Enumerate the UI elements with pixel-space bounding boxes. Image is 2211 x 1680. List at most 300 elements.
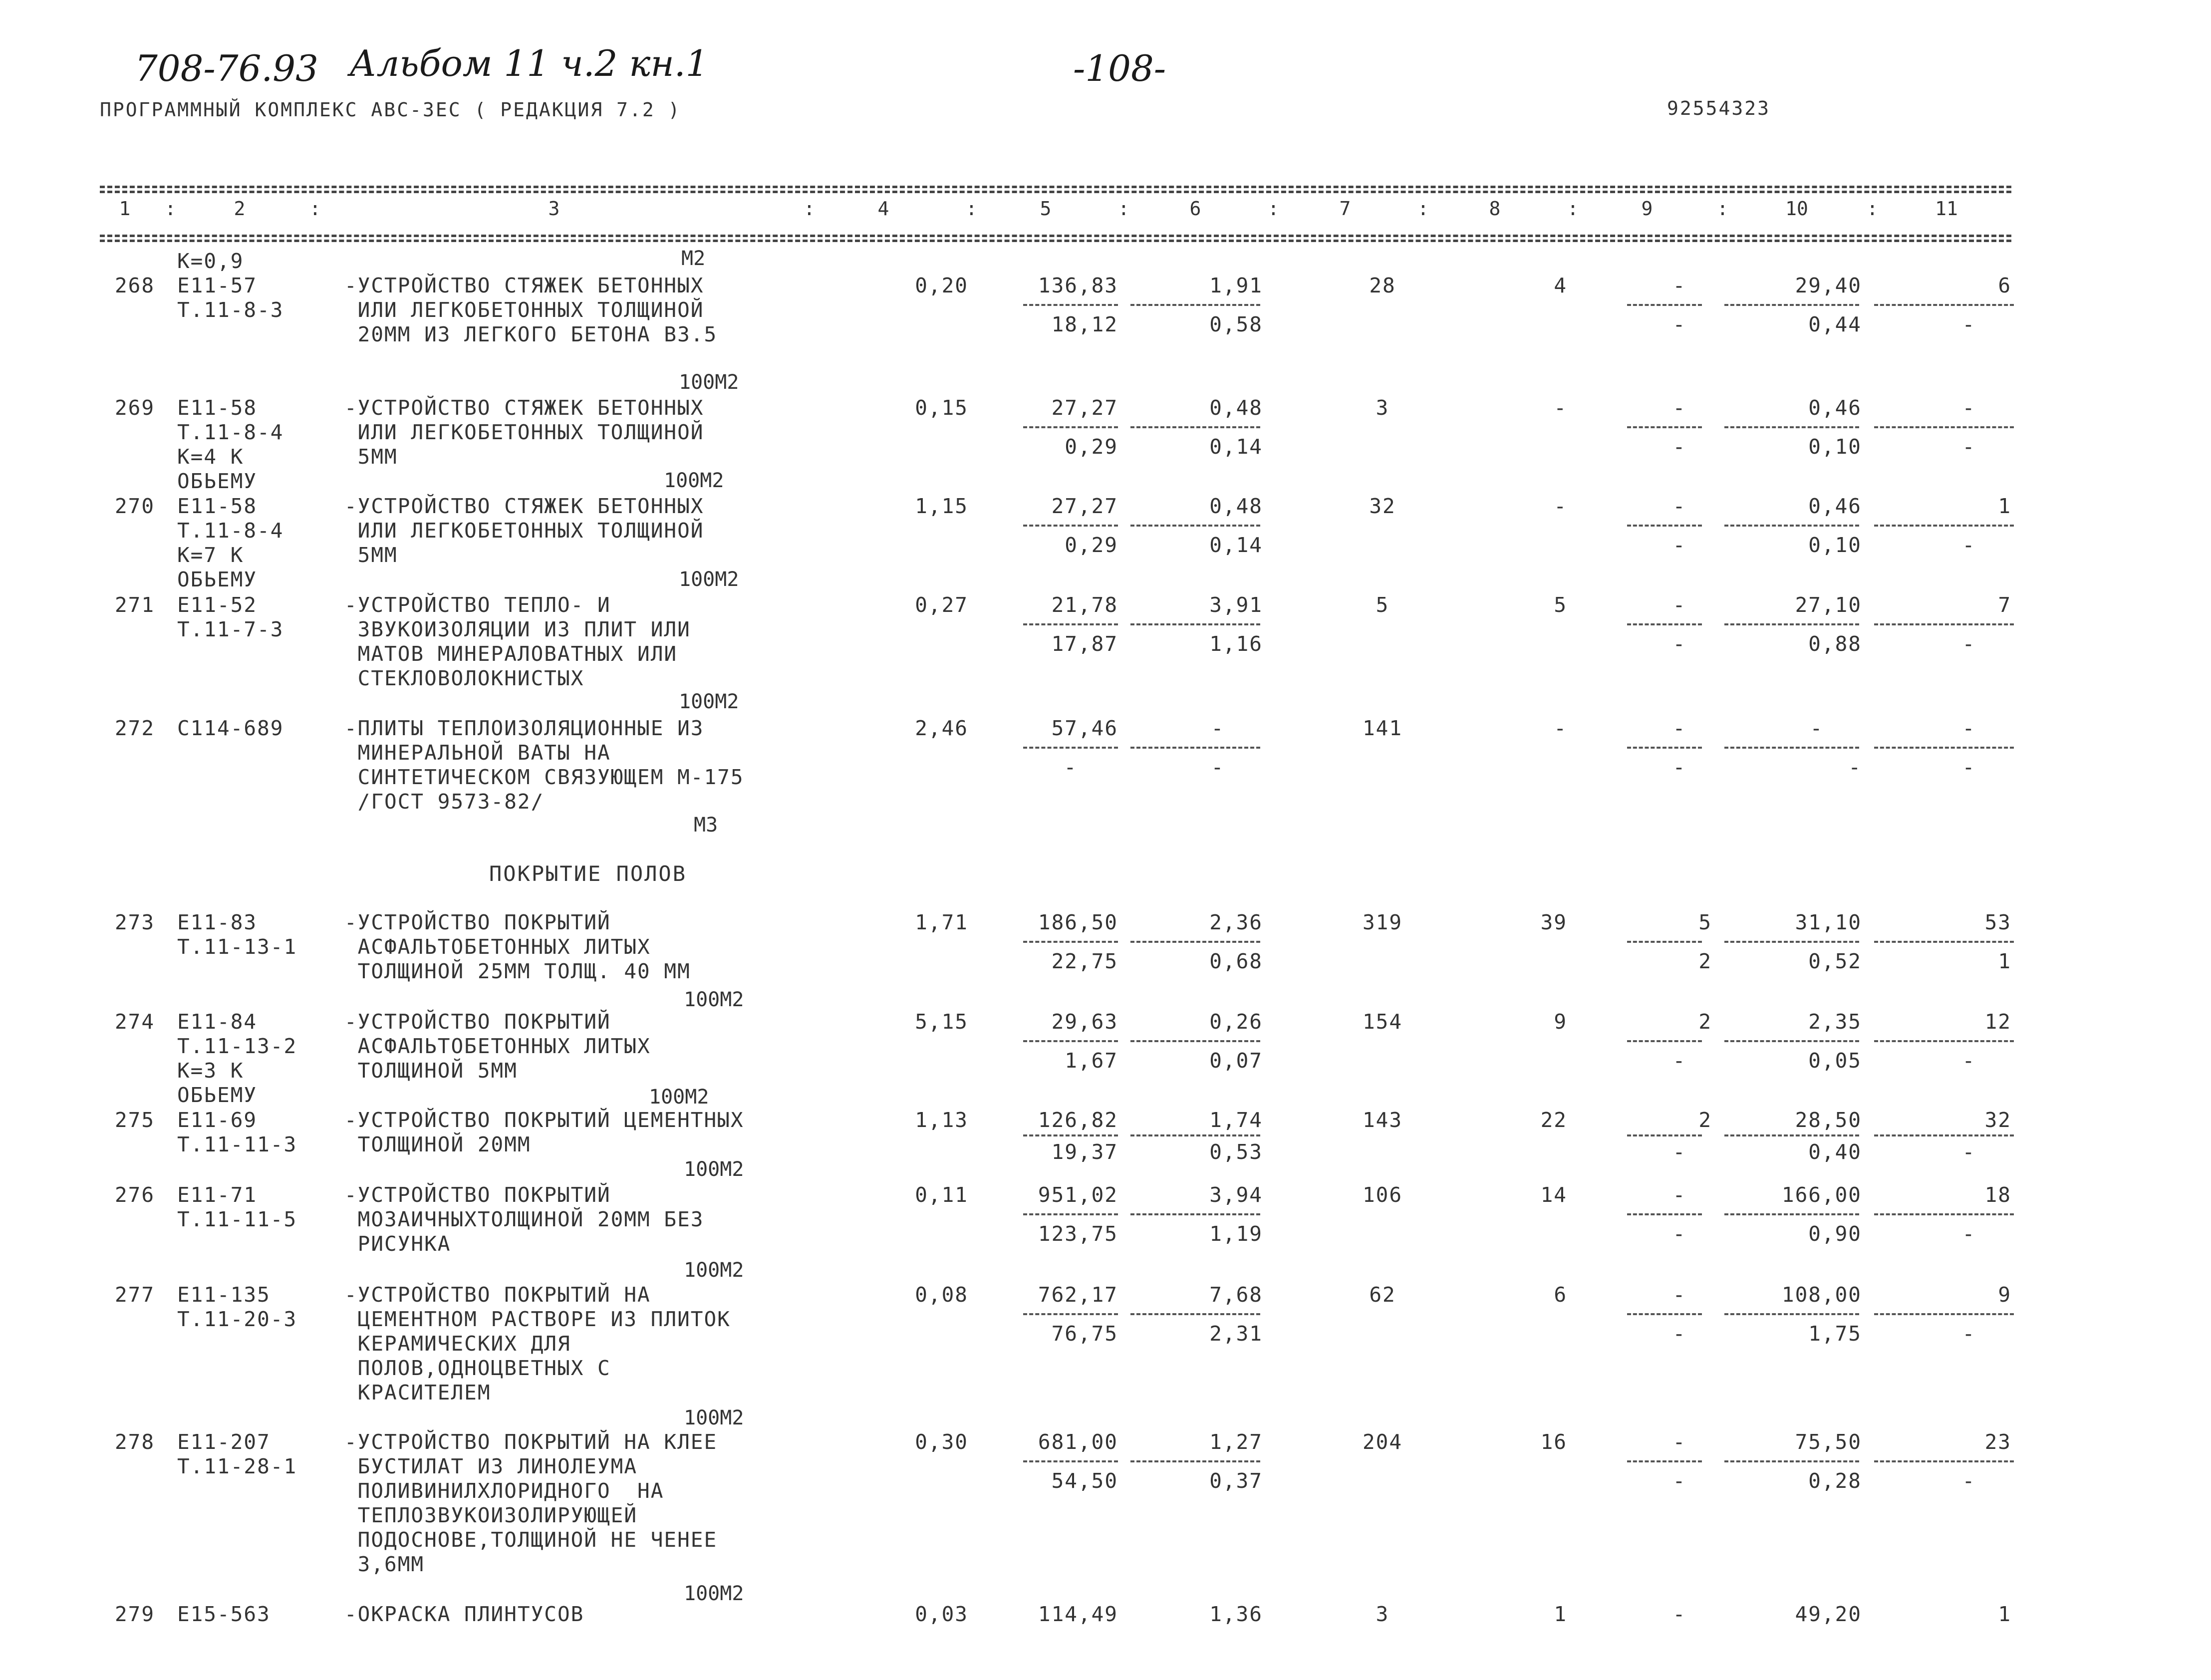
unit-cost-wage-cell: 17,87 [1051, 632, 1118, 656]
quantity-cell: 2,46 [915, 716, 968, 740]
work-code: ОБЬЕМУ [177, 1083, 258, 1107]
wage-total-cell: 4 [1554, 274, 1567, 297]
total-cost-cell: 204 [1362, 1430, 1403, 1454]
wage-total-cell: 5 [1554, 593, 1567, 617]
work-code: Е11-52 [177, 593, 258, 617]
labor-machine-total-cell: - [1962, 312, 1976, 336]
unit-label: 100М2 [679, 568, 739, 591]
cell-divider [1627, 623, 1702, 625]
machine-total-cell: - [1672, 1430, 1686, 1454]
work-code: Т.11-28-1 [177, 1454, 297, 1478]
quantity-cell: 0,30 [915, 1430, 968, 1454]
unit-label: 100М2 [664, 469, 724, 492]
unit-cost-wage-cell: 18,12 [1051, 312, 1118, 336]
work-description: 5ММ [344, 445, 398, 469]
work-code: К=0,9 [177, 249, 244, 273]
labor-machine-total-cell: - [1962, 632, 1976, 656]
quantity-cell: 1,15 [915, 494, 968, 518]
unit-cost-wage-cell: 123,75 [1038, 1222, 1118, 1246]
cell-divider [1724, 1134, 1859, 1136]
cell-divider [1874, 1460, 2014, 1462]
wage-total-cell: 16 [1540, 1430, 1567, 1454]
work-description: РИСУНКА [344, 1232, 451, 1256]
work-description: -УСТРОЙСТВО ПОКРЫТИЙ НА [344, 1283, 651, 1307]
machine-wage-total-cell: - [1672, 1322, 1686, 1346]
total-cost-cell: 319 [1362, 910, 1403, 934]
cell-divider [1627, 1213, 1702, 1215]
labor-cell: 31,10 [1795, 910, 1862, 934]
quantity-cell: 0,15 [915, 396, 968, 420]
quantity-cell: 0,08 [915, 1283, 968, 1307]
cell-divider [1724, 304, 1859, 306]
total-cost-cell: 28 [1369, 274, 1396, 297]
work-code: Е11-69 [177, 1108, 258, 1132]
machine-wage-cell: 0,37 [1209, 1469, 1263, 1493]
labor-total-cell: 9 [1998, 1283, 2011, 1307]
unit-cost-wage-cell: 0,29 [1065, 533, 1118, 557]
cell-divider [1724, 1040, 1859, 1042]
section-title: ПОКРЫТИЕ ПОЛОВ [489, 861, 687, 886]
labor-machine-cell: 0,90 [1808, 1222, 1862, 1246]
cell-divider [1724, 1213, 1859, 1215]
machine-total-cell: 2 [1698, 1010, 1712, 1034]
machine-cost-cell: 0,48 [1209, 396, 1263, 420]
cell-divider [1874, 1040, 2014, 1042]
unit-label: 100М2 [679, 690, 739, 713]
machine-cost-cell: 0,26 [1209, 1010, 1263, 1034]
work-description: ЗВУКОИЗОЛЯЦИИ ИЗ ПЛИТ ИЛИ [344, 617, 691, 641]
total-cost-cell: 3 [1376, 396, 1389, 420]
machine-wage-total-cell: - [1672, 1049, 1686, 1073]
work-description: КЕРАМИЧЕСКИХ ДЛЯ [344, 1332, 571, 1356]
cell-divider [1023, 1213, 1118, 1215]
unit-label: 100М2 [684, 1406, 744, 1429]
cell-divider [1023, 747, 1118, 749]
cell-divider [1130, 426, 1260, 428]
total-cost-cell: 32 [1369, 494, 1396, 518]
labor-machine-total-cell: - [1962, 533, 1976, 557]
work-description: ТОЛЩИНОЙ 5ММ [344, 1059, 518, 1083]
work-description: АСФАЛЬТОБЕТОННЫХ ЛИТЫХ [344, 935, 651, 959]
cell-divider [1130, 623, 1260, 625]
labor-machine-cell: 1,75 [1808, 1322, 1862, 1346]
row-number: 279 [115, 1602, 155, 1626]
wage-total-cell: 39 [1540, 910, 1567, 934]
labor-machine-cell: 0,05 [1808, 1049, 1862, 1073]
machine-wage-cell: 0,68 [1209, 949, 1263, 973]
machine-wage-cell: 0,07 [1209, 1049, 1263, 1073]
labor-total-cell: 1 [1998, 1602, 2011, 1626]
labor-machine-cell: 0,10 [1808, 435, 1862, 459]
cell-divider [1023, 525, 1118, 527]
column-header-2: 2 [234, 198, 246, 220]
unit-cost-wage-cell: 1,67 [1065, 1049, 1118, 1073]
work-description: ТОЛЩИНОЙ 25ММ ТОЛЩ. 40 ММ [344, 959, 691, 983]
machine-total-cell: - [1672, 494, 1686, 518]
cell-divider [1724, 426, 1859, 428]
row-number: 272 [115, 716, 155, 740]
work-code: Т.11-7-3 [177, 617, 284, 641]
work-description: БУСТИЛАТ ИЗ ЛИНОЛЕУМА [344, 1454, 638, 1478]
labor-machine-total-cell: - [1962, 1140, 1976, 1164]
wage-total-cell: - [1554, 716, 1567, 740]
cell-divider [1130, 1460, 1260, 1462]
cell-divider [1023, 1134, 1118, 1136]
labor-cell: 108,00 [1781, 1283, 1862, 1307]
work-description: СТЕКЛОВОЛОКНИСТЫХ [344, 666, 584, 690]
machine-total-cell: - [1672, 274, 1686, 297]
work-code: Е11-135 [177, 1283, 271, 1307]
cell-divider [1874, 747, 2014, 749]
machine-wage-cell: - [1211, 755, 1225, 779]
unit-cost-cell: 114,49 [1038, 1602, 1118, 1626]
wage-total-cell: 9 [1554, 1010, 1567, 1034]
labor-machine-cell: 0,10 [1808, 533, 1862, 557]
machine-wage-cell: 0,58 [1209, 312, 1263, 336]
work-code: К=4 К [177, 445, 244, 469]
wage-total-cell: - [1554, 494, 1567, 518]
labor-total-cell: 6 [1998, 274, 2011, 297]
unit-cost-cell: 186,50 [1038, 910, 1118, 934]
work-code: С114-689 [177, 716, 284, 740]
work-code: Е11-58 [177, 396, 258, 420]
row-number: 273 [115, 910, 155, 934]
machine-wage-total-cell: - [1672, 435, 1686, 459]
work-description: ТЕПЛОЗВУКОИЗОЛИРУЮЩЕЙ [344, 1503, 638, 1527]
cell-divider [1874, 623, 2014, 625]
labor-cell: 49,20 [1795, 1602, 1862, 1626]
quantity-cell: 0,20 [915, 274, 968, 297]
cell-divider [1023, 1460, 1118, 1462]
unit-label: 100М2 [684, 1582, 744, 1605]
cell-divider [1627, 525, 1702, 527]
cell-divider [1130, 747, 1260, 749]
total-cost-cell: 106 [1362, 1183, 1403, 1207]
unit-cost-cell: 126,82 [1038, 1108, 1118, 1132]
labor-machine-total-cell: - [1962, 1049, 1976, 1073]
unit-cost-cell: 57,46 [1051, 716, 1118, 740]
work-description: -УСТРОЙСТВО ПОКРЫТИЙ [344, 1010, 611, 1034]
work-code: Т.11-11-3 [177, 1132, 297, 1156]
work-code: ОБЬЕМУ [177, 469, 258, 493]
labor-machine-total-cell: - [1962, 435, 1976, 459]
work-code: Е11-58 [177, 494, 258, 518]
machine-cost-cell: 3,91 [1209, 593, 1263, 617]
labor-total-cell: 12 [1984, 1010, 2011, 1034]
machine-wage-total-cell: - [1672, 312, 1686, 336]
cell-divider [1874, 525, 2014, 527]
work-description: -УСТРОЙСТВО ПОКРЫТИЙ [344, 910, 611, 934]
wage-total-cell: 14 [1540, 1183, 1567, 1207]
work-code: К=3 К [177, 1059, 244, 1083]
machine-wage-cell: 0,14 [1209, 533, 1263, 557]
cell-divider [1724, 1460, 1859, 1462]
unit-cost-wage-cell: 76,75 [1051, 1322, 1118, 1346]
labor-machine-total-cell: - [1962, 1222, 1976, 1246]
work-code: К=7 К [177, 543, 244, 567]
work-description: МИНЕРАЛЬНОЙ ВАТЫ НА [344, 741, 611, 765]
labor-total-cell: - [1962, 716, 1976, 740]
work-code: Т.11-8-4 [177, 420, 284, 444]
total-cost-cell: 5 [1376, 593, 1389, 617]
labor-machine-cell: - [1848, 755, 1862, 779]
cell-divider [1130, 1134, 1260, 1136]
unit-cost-cell: 27,27 [1051, 494, 1118, 518]
work-code: Е11-57 [177, 274, 258, 297]
machine-total-cell: 5 [1698, 910, 1712, 934]
machine-wage-total-cell: - [1672, 1222, 1686, 1246]
column-header-11: 11 [1935, 198, 1958, 220]
work-description: 3,6ММ [344, 1552, 425, 1576]
machine-cost-cell: 0,48 [1209, 494, 1263, 518]
cell-divider [1874, 304, 2014, 306]
column-header-7: 7 [1339, 198, 1351, 220]
document-number: 92554323 [1667, 97, 1771, 119]
cell-divider [1627, 1040, 1702, 1042]
cell-divider [1627, 1313, 1702, 1315]
table-top-rule [100, 186, 2011, 188]
labor-machine-total-cell: - [1962, 1469, 1976, 1493]
cell-divider [1023, 1040, 1118, 1042]
machine-total-cell: - [1672, 1183, 1686, 1207]
machine-wage-total-cell: - [1672, 632, 1686, 656]
machine-wage-total-cell: - [1672, 533, 1686, 557]
unit-cost-wage-cell: 22,75 [1051, 949, 1118, 973]
unit-label: М2 [681, 247, 706, 270]
machine-cost-cell: 1,27 [1209, 1430, 1263, 1454]
work-description: ПОЛОВ,ОДНОЦВЕТНЫХ С [344, 1356, 611, 1380]
cell-divider [1023, 623, 1118, 625]
work-description: АСФАЛЬТОБЕТОННЫХ ЛИТЫХ [344, 1034, 651, 1058]
unit-cost-wage-cell: - [1064, 755, 1078, 779]
work-code: Т.11-13-2 [177, 1034, 297, 1058]
work-code: Т.11-11-5 [177, 1207, 297, 1231]
program-title: ПРОГРАММНЫЙ КОМПЛЕКС АВС-3ЕС ( РЕДАКЦИЯ 7.2 ) [100, 99, 681, 121]
labor-cell: 28,50 [1795, 1108, 1862, 1132]
machine-cost-cell: 1,91 [1209, 274, 1263, 297]
row-number: 271 [115, 593, 155, 617]
machine-total-cell: - [1672, 1602, 1686, 1626]
machine-wage-cell: 1,16 [1209, 632, 1263, 656]
column-header-6: 6 [1189, 198, 1201, 220]
machine-total-cell: - [1672, 716, 1686, 740]
unit-label: 100М2 [649, 1086, 709, 1109]
machine-total-cell: - [1672, 396, 1686, 420]
labor-machine-total-cell: - [1962, 1322, 1976, 1346]
cell-divider [1724, 525, 1859, 527]
quantity-cell: 0,11 [915, 1183, 968, 1207]
unit-label: 100М2 [684, 1259, 744, 1282]
labor-cell: 29,40 [1795, 274, 1862, 297]
work-code: Т.11-20-3 [177, 1307, 297, 1331]
cell-divider [1023, 304, 1118, 306]
work-description: ПОЛИВИНИЛХЛОРИДНОГО НА [344, 1479, 664, 1503]
labor-total-cell: 1 [1998, 494, 2011, 518]
unit-cost-cell: 762,17 [1038, 1283, 1118, 1307]
cell-divider [1130, 1313, 1260, 1315]
row-number: 274 [115, 1010, 155, 1034]
machine-cost-cell: 7,68 [1209, 1283, 1263, 1307]
work-description: 5ММ [344, 543, 398, 567]
work-description: КРАСИТЕЛЕМ [344, 1381, 491, 1404]
labor-total-cell: 18 [1984, 1183, 2011, 1207]
quantity-cell: 5,15 [915, 1010, 968, 1034]
work-code: Е11-83 [177, 910, 258, 934]
work-code: ОБЬЕМУ [177, 567, 258, 591]
row-number: 268 [115, 274, 155, 297]
labor-total-cell: 23 [1984, 1430, 2011, 1454]
cell-divider [1874, 941, 2014, 943]
unit-cost-wage-cell: 0,29 [1065, 435, 1118, 459]
machine-cost-cell: 2,36 [1209, 910, 1263, 934]
total-cost-cell: 143 [1362, 1108, 1403, 1132]
cell-divider [1023, 426, 1118, 428]
labor-machine-total-cell: 1 [1998, 949, 2011, 973]
unit-label: 100М2 [684, 988, 744, 1011]
table-header-rule-2 [100, 240, 2011, 242]
machine-total-cell: - [1672, 593, 1686, 617]
labor-total-cell: 32 [1984, 1108, 2011, 1132]
column-header-9: 9 [1641, 198, 1653, 220]
unit-label: 100М2 [684, 1158, 744, 1181]
work-code: Е11-71 [177, 1183, 258, 1207]
work-description: МАТОВ МИНЕРАЛОВАТНЫХ ИЛИ [344, 642, 678, 666]
labor-machine-cell: 0,40 [1808, 1140, 1862, 1164]
wage-total-cell: 6 [1554, 1283, 1567, 1307]
table-header-rule [100, 235, 2011, 237]
work-description: МОЗАИЧНЫХТОЛЩИНОЙ 20ММ БЕЗ [344, 1207, 704, 1231]
cell-divider [1724, 747, 1859, 749]
unit-cost-wage-cell: 19,37 [1051, 1140, 1118, 1164]
handwritten-document-code: 708-76.93 [135, 47, 318, 89]
unit-cost-wage-cell: 54,50 [1051, 1469, 1118, 1493]
labor-machine-cell: 0,44 [1808, 312, 1862, 336]
cell-divider [1627, 426, 1702, 428]
wage-total-cell: - [1554, 396, 1567, 420]
work-description: -УСТРОЙСТВО ПОКРЫТИЙ ЦЕМЕНТНЫХ [344, 1108, 744, 1132]
row-number: 270 [115, 494, 155, 518]
work-description: ТОЛЩИНОЙ 20ММ [344, 1132, 531, 1156]
labor-cell: 2,35 [1808, 1010, 1862, 1034]
row-number: 278 [115, 1430, 155, 1454]
machine-wage-cell: 0,14 [1209, 435, 1263, 459]
cell-divider [1627, 304, 1702, 306]
work-code: Е11-84 [177, 1010, 258, 1034]
work-description: -УСТРОЙСТВО СТЯЖЕК БЕТОННЫХ [344, 494, 704, 518]
cell-divider [1130, 525, 1260, 527]
work-description: -ПЛИТЫ ТЕПЛОИЗОЛЯЦИОННЫЕ ИЗ [344, 716, 704, 740]
machine-cost-cell: 3,94 [1209, 1183, 1263, 1207]
column-header-3: 3 [548, 198, 560, 220]
handwritten-album-reference: Альбом 11 ч.2 кн.1 [349, 42, 709, 84]
cell-divider [1627, 747, 1702, 749]
unit-cost-cell: 29,63 [1051, 1010, 1118, 1034]
machine-cost-cell: - [1211, 716, 1225, 740]
machine-total-cell: - [1672, 1283, 1686, 1307]
column-header-1: 1 [119, 198, 131, 220]
cell-divider [1874, 1134, 2014, 1136]
work-code: Т.11-8-4 [177, 519, 284, 543]
wage-total-cell: 1 [1554, 1602, 1567, 1626]
column-header-4: 4 [877, 198, 889, 220]
work-description: /ГОСТ 9573-82/ [344, 790, 545, 814]
machine-wage-cell: 1,19 [1209, 1222, 1263, 1246]
cell-divider [1023, 941, 1118, 943]
unit-cost-cell: 136,83 [1038, 274, 1118, 297]
work-description: -УСТРОЙСТВО ТЕПЛО- И [344, 593, 611, 617]
work-description: 20ММ ИЗ ЛЕГКОГО БЕТОНА В3.5 [344, 322, 718, 346]
cell-divider [1874, 426, 2014, 428]
work-description: -УСТРОЙСТВО СТЯЖЕК БЕТОННЫХ [344, 274, 704, 297]
work-description: -ОКРАСКА ПЛИНТУСОВ [344, 1602, 584, 1626]
work-description: -УСТРОЙСТВО СТЯЖЕК БЕТОННЫХ [344, 396, 704, 420]
cell-divider [1724, 1313, 1859, 1315]
cell-divider [1023, 1313, 1118, 1315]
labor-cell: 0,46 [1808, 494, 1862, 518]
work-description: -УСТРОЙСТВО ПОКРЫТИЙ [344, 1183, 611, 1207]
table-top-rule-2 [100, 191, 2011, 193]
quantity-cell: 0,27 [915, 593, 968, 617]
work-code: Е11-207 [177, 1430, 271, 1454]
cell-divider [1130, 304, 1260, 306]
labor-total-cell: 7 [1998, 593, 2011, 617]
work-description: -УСТРОЙСТВО ПОКРЫТИЙ НА КЛЕЕ [344, 1430, 718, 1454]
cell-divider [1724, 623, 1859, 625]
work-description: ЦЕМЕНТНОМ РАСТВОРЕ ИЗ ПЛИТОК [344, 1307, 731, 1331]
unit-cost-cell: 951,02 [1038, 1183, 1118, 1207]
column-header-8: 8 [1489, 198, 1501, 220]
work-description: ИЛИ ЛЕГКОБЕТОННЫХ ТОЛЩИНОЙ [344, 519, 704, 543]
cell-divider [1874, 1313, 2014, 1315]
machine-wage-total-cell: - [1672, 755, 1686, 779]
work-description: ИЛИ ЛЕГКОБЕТОННЫХ ТОЛЩИНОЙ [344, 420, 704, 444]
total-cost-cell: 154 [1362, 1010, 1403, 1034]
work-description: ПОДОСНОВЕ,ТОЛЩИНОЙ НЕ ЧЕНЕЕ [344, 1528, 718, 1552]
work-description: СИНТЕТИЧЕСКОМ СВЯЗУЮЩЕМ М-175 [344, 765, 744, 789]
labor-cell: 0,46 [1808, 396, 1862, 420]
labor-total-cell: - [1962, 396, 1976, 420]
cell-divider [1130, 941, 1260, 943]
quantity-cell: 1,71 [915, 910, 968, 934]
work-code: Т.11-8-3 [177, 298, 284, 322]
unit-cost-cell: 681,00 [1038, 1430, 1118, 1454]
cell-divider [1724, 941, 1859, 943]
cell-divider [1627, 1460, 1702, 1462]
machine-total-cell: 2 [1698, 1108, 1712, 1132]
machine-wage-cell: 2,31 [1209, 1322, 1263, 1346]
work-code: Т.11-13-1 [177, 935, 297, 959]
quantity-cell: 0,03 [915, 1602, 968, 1626]
labor-cell: - [1810, 716, 1824, 740]
labor-machine-total-cell: - [1962, 755, 1976, 779]
labor-total-cell: 53 [1984, 910, 2011, 934]
row-number: 275 [115, 1108, 155, 1132]
row-number: 277 [115, 1283, 155, 1307]
machine-wage-total-cell: - [1672, 1469, 1686, 1493]
labor-machine-cell: 0,88 [1808, 632, 1862, 656]
page-number: -108- [1073, 47, 1166, 89]
row-number: 276 [115, 1183, 155, 1207]
labor-cell: 27,10 [1795, 593, 1862, 617]
machine-wage-total-cell: - [1672, 1140, 1686, 1164]
cell-divider [1627, 1134, 1702, 1136]
unit-label: М3 [694, 814, 718, 837]
cell-divider [1130, 1040, 1260, 1042]
total-cost-cell: 141 [1362, 716, 1403, 740]
cell-divider [1130, 1213, 1260, 1215]
wage-total-cell: 22 [1540, 1108, 1567, 1132]
machine-wage-total-cell: 2 [1698, 949, 1712, 973]
